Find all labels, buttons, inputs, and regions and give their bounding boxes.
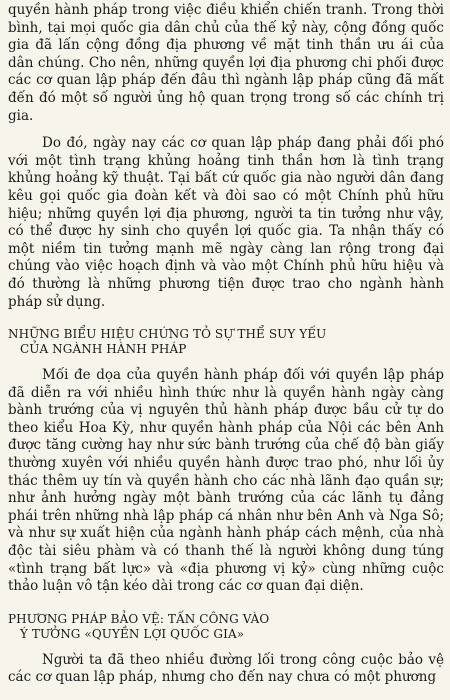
section-heading-1-line-1: NHỮNG BIỂU HIỆU CHỨNG TỎ SỰ THỂ SUY YẾU [8,327,327,342]
section-heading-1-line-2: CỦA NGÀNH HÀNH PHÁP [20,342,187,357]
section-heading-2-line-2: Ý TƯỞNG «QUYỀN LỢI QUỐC GIA» [20,626,245,641]
paragraph-4: Người ta đã theo nhiều đường lối trong công cuộc bảo vệ các cơ quan lập pháp, nhưng cho đến nay chưa có một phương [8,651,444,686]
section-heading-1 [8,327,444,357]
paragraph-3: Mối đe dọa của quyền hành pháp đối với quyền lập pháp đã diễn ra với nhiều hình thức như là quyền hành ngày càng bành trướng của vị nguyên thủ hành pháp được bầu cử tự do theo kiểu Hoa Kỳ, như quyền hành pháp của Nội các bên Anh được tăng cường hay như sức bành trướng của chế độ bàn giấy thường xuyên với nhiều quyền hành được trao phó, như lối ủy thác thêm uy tín và quyền hành cho các nhà lãnh đạo quần sự; như ảnh hưởng ngày một bành trướng của các lãnh tụ đảng phái trên những nhà lập pháp cá nhân như bên Anh và Nga Sô; và như sự xuất hiện của ngành hành pháp cách mệnh, của nhà độc tài siêu phàm và có thanh thế là người không dung túng «tình trạng bất lực» và «địa phương vị kỷ» cùng những cuộc thảo luận vô tận kéo dài trong các cơ quan đại diện. [8,367,444,595]
paragraph-2: Do đó, ngày nay các cơ quan lập pháp đang phải đối phó với một tình trạng khủng hoảng tinh thần hơn là tình trạng khủng hoảng kỹ thuật. Tại bất cứ quốc gia nào người dân đang kêu gọi quốc gia đoàn kết và đòi sao có một Chính phủ hữu hiệu; những quyền lợi địa phương, người ta tin tưởng như vậy, có thể được hy sinh cho quyền lợi quốc gia. Ta nhận thấy có một niềm tin tưởng mạnh mẽ ngày càng lan rộng trong đại chúng vào việc hoạch định và vào một Chính phủ hữu hiệu và đó thường là những phương tiện được trao cho ngành hành pháp sử dụng. [8,135,444,310]
section-heading-2 [8,612,444,642]
paragraph-1: quyền hành pháp trong việc điều khiển chiến tranh. Trong thời bình, tại mọi quốc gia dân chủ của thế kỷ này, cộng đồng quốc gia đã lấn cộng đồng địa phương về mặt tinh thần ưu ái của dân chúng. Cho nên, những quyền lợi địa phương chi phối được các cơ quan lập pháp đến đâu thì ngành lập pháp cũng đã mất đến đó một số người ủng hộ quan trọng trong số các chính trị gia. [8,2,444,124]
section-heading-2-line-1: PHƯƠNG PHÁP BẢO VỆ: TẤN CÔNG VÀO [8,611,270,626]
